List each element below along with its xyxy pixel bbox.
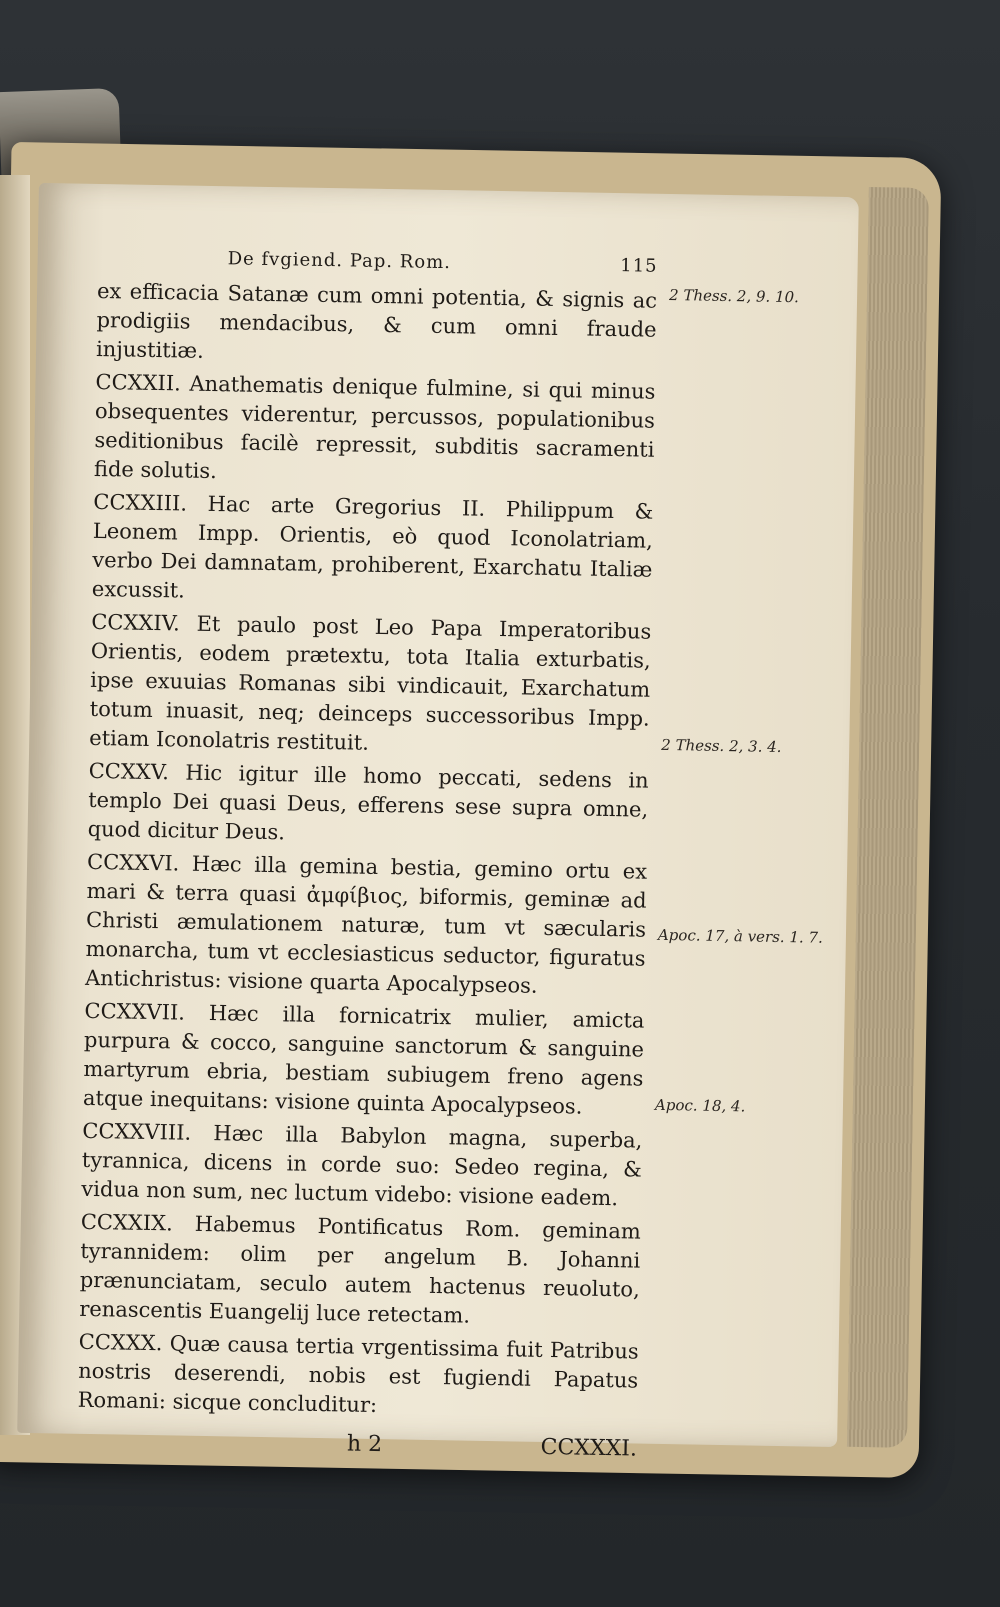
paragraph: CCXXVIII. Hæc illa Babylon magna, superba, tyrannica, dicens in corde suo: Sedeo regina, & vidua non sum, nec luctum videbo: visione eadem. [81, 1118, 643, 1211]
paragraph: CCXXX. Quæ causa tertia vrgentissima fuit Patribus nostris deserendi, nobis est fugiendi Papatus Romani: sicque concluditur: [77, 1329, 639, 1418]
page-number: 115 [620, 255, 658, 277]
paragraph: CCXXVI. Hæc illa gemina bestia, gemino ortu ex mari & terra quasi ἀμφίβιος, biformis, geminæ ad Christi æmulationem naturæ, tum vt sæcularis monarcha, tum vt ecclesiasticus seductor, figuratus Antichristus: visione quarta Apocalypseos. [84, 849, 648, 998]
paragraph: CCXXIII. Hac arte Gregorius II. Philippum & Leonem Impp. Orientis, eò quod Iconolatriam, verbo Dei damnatam, prohiberent, Exarchatu Italiæ excussit. [91, 489, 654, 603]
book-page [17, 183, 859, 1462]
margin-note: 2 Thess. 2, 9. 10. [668, 285, 800, 307]
paragraph: CCXXIV. Et paulo post Leo Papa Imperatoribus Orientis, eodem prætextu, tota Italia exturbatis, ipse exuuias Romanas sibi vindicauit, Exarchatum totum inuasit, neq; deinceps successoribus Impp. etiam Iconolatris restituit. [89, 609, 652, 755]
paragraph: CCXXII. Anathematis denique fulmine, si qui minus obsequentes viderentur, percussos, populationibus seditionibus facilè repressit, subditis sacramenti fide solutis. [93, 369, 656, 484]
margin-note: Apoc. 18, 4. [654, 1095, 746, 1116]
paragraph: ex efficacia Satanæ cum omni potentia, & signis ac prodigiis mendacibus, & cum omni fraude injustitiæ. [95, 278, 658, 363]
fore-edge [847, 187, 929, 1448]
paragraph: CCXXV. Hic igitur ille homo peccati, sedens in templo Dei quasi Deus, efferens sese supra omne, quod dicitur Deus. [87, 758, 649, 845]
catchword: CCXXXI. [540, 1434, 638, 1462]
running-header [227, 244, 657, 281]
margin-note: 2 Thess. 2, 3. 4. [661, 735, 782, 756]
page-text [77, 242, 658, 1464]
header-title: De fvgiend. Pap. Rom. [227, 248, 452, 274]
paragraph: CCXXIX. Habemus Pontificatus Rom. geminam tyrannidem: olim per angelum B. Johanni prænunciatam, seculo autem hactenus reuoluto, renascentis Euangelij luce retectam. [79, 1209, 641, 1328]
margin-note: Apoc. 17, à vers. 1. 7. [657, 925, 823, 947]
signature-mark: h 2 [346, 1431, 383, 1458]
paragraph: CCXXVII. Hæc illa fornicatrix mulier, amicta purpura & cocco, sanguine sanctorum & sanguine martyrum ebria, bestiam subiugem freno agens atque inequitans: visione quinta Apocalypseos. [82, 998, 645, 1119]
page-footer [347, 1430, 637, 1464]
